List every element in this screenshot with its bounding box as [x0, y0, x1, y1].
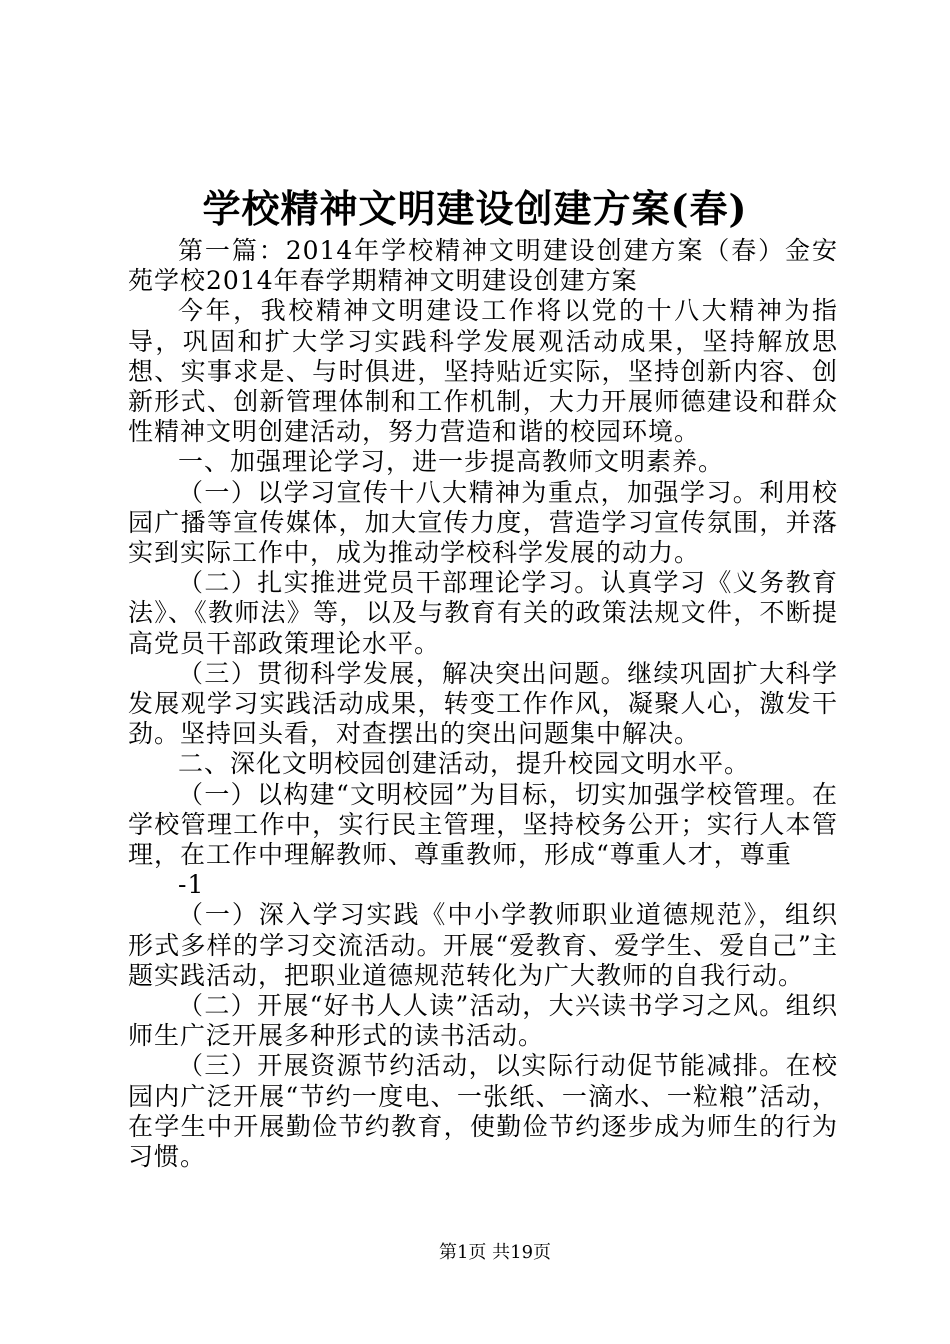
paragraph-3-2: （二）开展“好书人人读”活动，大兴读书学习之风。组织师生广泛开展多种形式的读书活动。 [128, 991, 838, 1051]
paragraph-3-1: （一）深入学习实践《中小学教师职业道德规范》，组织形式多样的学习交流活动。开展“爱教育、爱学生、爱自己”主题实践活动，把职业道德规范转化为广大教师的自我行动。 [128, 900, 838, 990]
paragraph-intro: 第一篇：2014年学校精神文明建设创建方案（春）金安苑学校2014年春学期精神文明建设创建方案 [128, 236, 838, 296]
paragraph-1-2: （二）扎实推进党员干部理论学习。认真学习《义务教育法》、《教师法》等，以及与教育有关的政策法规文件，不断提高党员干部政策理论水平。 [128, 568, 838, 658]
inline-page-marker: -1 [178, 870, 205, 900]
section-heading-2: 二、深化文明校园创建活动，提升校园文明水平。 [178, 749, 751, 779]
section-heading-1: 一、加强理论学习，进一步提高教师文明素养。 [178, 447, 725, 477]
paragraph-overview: 今年，我校精神文明建设工作将以党的十八大精神为指导，巩固和扩大学习实践科学发展观活动成果，坚持解放思想、实事求是、与时俱进，坚持贴近实际，坚持创新内容、创新形式、创新管理体制和工作机制，大力开展师德建设和群众性精神文明创建活动，努力营造和谐的校园环境。 [128, 296, 838, 447]
paragraph-1-3: （三）贯彻科学发展，解决突出问题。继续巩固扩大科学发展观学习实践活动成果，转变工作作风，凝聚人心，激发干劲。坚持回头看，对查摆出的突出问题集中解决。 [128, 658, 838, 749]
paragraph-1-1: （一）以学习宣传十八大精神为重点，加强学习。利用校园广播等宣传媒体，加大宣传力度，营造学习宣传氛围，并落实到实际工作中，成为推动学校科学发展的动力。 [128, 477, 838, 568]
document-body [128, 236, 838, 1172]
paragraph-3-3: （三）开展资源节约活动，以实际行动促节能减排。在校园内广泛开展“节约一度电、一张纸、一滴水、一粒粮”活动，在学生中开展勤俭节约教育，使勤俭节约逐步成为师生的行为习惯。 [128, 1051, 838, 1172]
page-title: 学校精神文明建设创建方案(春) [202, 186, 748, 231]
paragraph-2-1: （一）以构建“文明校园”为目标，切实加强学校管理。在学校管理工作中，实行民主管理，坚持校务公开；实行人本管理，在工作中理解教师、尊重教师，形成“尊重人才，尊重 [128, 779, 838, 870]
page-footer: 第1页 共19页 [438, 1242, 552, 1263]
